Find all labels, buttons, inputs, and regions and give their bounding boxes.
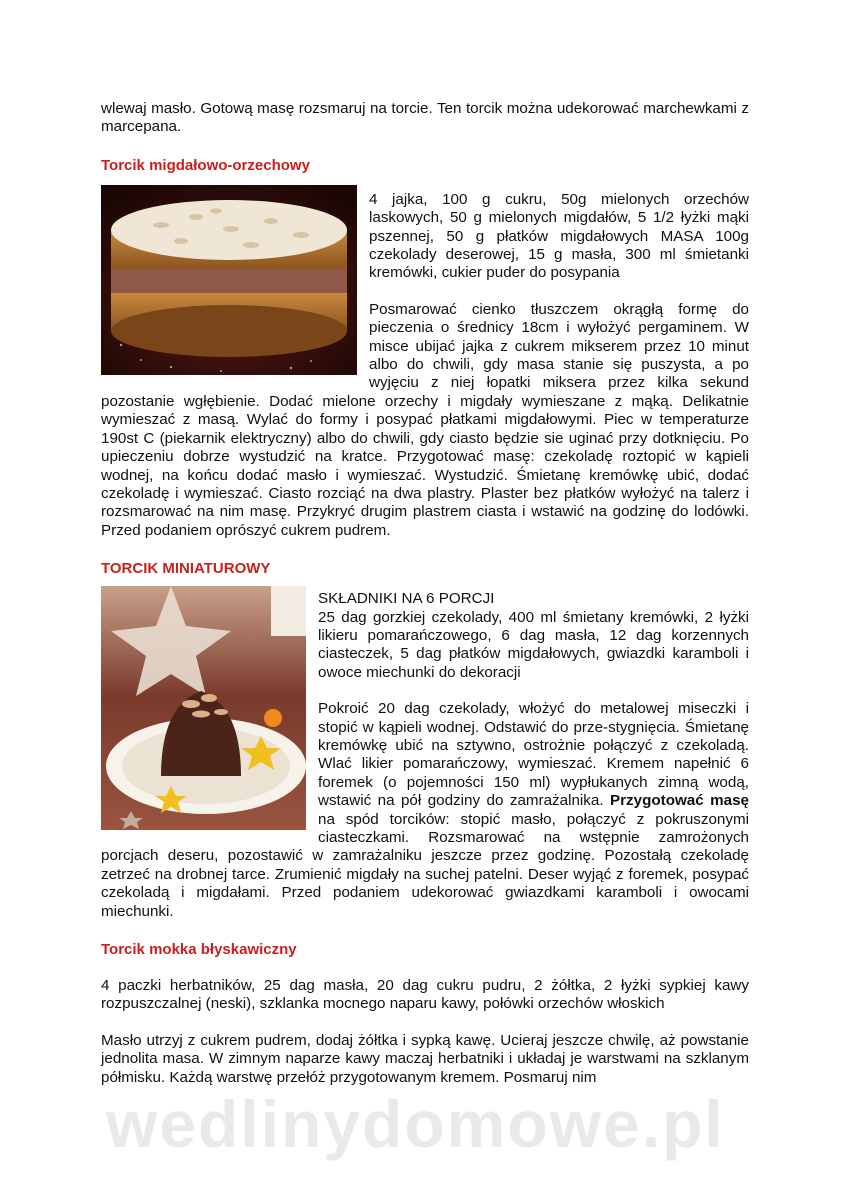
recipe3-title: Torcik mokka błyskawiczny — [101, 941, 297, 959]
recipe3-ingredients: 4 paczki herbatników, 25 dag masła, 20 dag cukru pudru, 2 żółtka, 2 łyżki sypkiej kawy rozpuszczalnej (neski), szklanka mocnego naparu kawy, połówki orzechów włoskich — [101, 977, 749, 1013]
watermark: wedlinydomowe.pl — [106, 1087, 725, 1161]
document-page — [101, 100, 749, 1087]
recipe2-ingredients: 25 dag gorzkiej czekolady, 400 ml śmietany kremówki, 2 łyżki likieru pomarańczowego, 6 dag masła, 12 dag korzennych ciasteczek, 5 dag płatków migdałowych, gwiazdki karamboli i owoce miechunki do dekoracji — [318, 608, 749, 681]
recipe3-method: Masło utrzyj z cukrem pudrem, dodaj żółtka i sypką kawę. Ucieraj jeszcze chwilę, aż powstanie jednolita masa. W zimnym naparze kawy maczaj herbatniki i układaj je warstwami na szklanym półmisku. Każdą warstwę przełóż przygotowanym kremem. Posmaruj nim — [101, 1031, 749, 1086]
intro-paragraph: wlewaj masło. Gotową masę rozsmaruj na torcie. Ten torcik można udekorować marchewkami z marcepana. — [101, 100, 749, 136]
recipe2-method-part2: na spód torcików: stopić masło, połączyć z pokruszonymi ciasteczkami. Rozsmarować na wstępnie zamrożonych porcjach deseru, pozostawić w zamrażalniku jeszcze przez godzinę. Pozostałą czekoladę zetrzeć na drobnej tarce. Zrumienić migdały na suchej patelni. Deser wyjąć z foremek, posypać czekoladą i migdałami. Przed podaniem udekorować gwiazdkami karamboli i owocami miechunki. — [101, 810, 749, 920]
recipe2-method-part1: Pokroić 20 dag czekolady, włożyć do metalowej miseczki i stopić w kąpieli wodnej. Odstawić do prze-stygnięcia. Śmietanę kremówkę ubić na sztywno, ostrożnie połączyć z czekoladą. Wlać likier pomarańczowy, wymieszać. Kremem napełnić 6 foremek (o pojemności 150 ml) wypłukanych zimną wodą, wstawić na pół godziny do zamrażalnika. — [318, 700, 749, 810]
almond-cake-photo — [101, 185, 357, 375]
recipe1-title: Torcik migdałowo-orzechowy — [101, 156, 310, 174]
recipe1-method: Posmarować cienko tłuszczem okrągłą formę do pieczenia o średnicy 18cm i wyłożyć pergaminem. W misce ubijać jajka z cukrem mikserem przez 10 minut albo do chwili, gdy masa stanie się puszysta, a po wyjęciu z niej łopatki miksera przez kilka sekund pozostanie wgłębienie. Dodać mielone orzechy i migdały wymieszane z mąką. Delikatnie wymieszać z masą. Wylać do formy i posypać płatkami migdałowymi. Piec w temperaturze 190st C (piekarnik elektryczny) albo do chwili, gdy ciasto będzie sie uginać przy dotknięciu. Po upieczeniu dobrze wystudzić na kratce. Przygotować masę: czekoladę roztopić w kąpieli wodnej, na końcu dodać masło i wymieszać. Wystudzić. Śmietanę kremówkę ubić, dodać czekoladę i wymieszać. Ciasto rozciąć na dwa plastry. Plaster bez płatków wyłożyć na talerz i rozsmarować na nim masę. Przykryć drugim plastrem ciasta i wstawić na godzinę do lodówki. Przed podaniem oprószyć cukrem pudrem. — [101, 300, 749, 539]
recipe2-servings: SKŁADNIKI NA 6 PORCJI — [318, 590, 495, 608]
mini-cake-photo — [101, 586, 306, 830]
recipe1-ingredients: 4 jajka, 100 g cukru, 50g mielonych orzechów laskowych, 50 g mielonych migdałów, 5 1/2 łyżki mąki pszennej, 50 g płatków migdałowych MASA 100g czekolady deserowej, 15 g masła, 300 ml śmietanki kremówki, cukier puder do posypania — [369, 190, 749, 282]
recipe2-method-bold: Przygotować masę — [610, 792, 749, 810]
recipe2-title: TORCIK MINIATUROWY — [101, 560, 271, 578]
